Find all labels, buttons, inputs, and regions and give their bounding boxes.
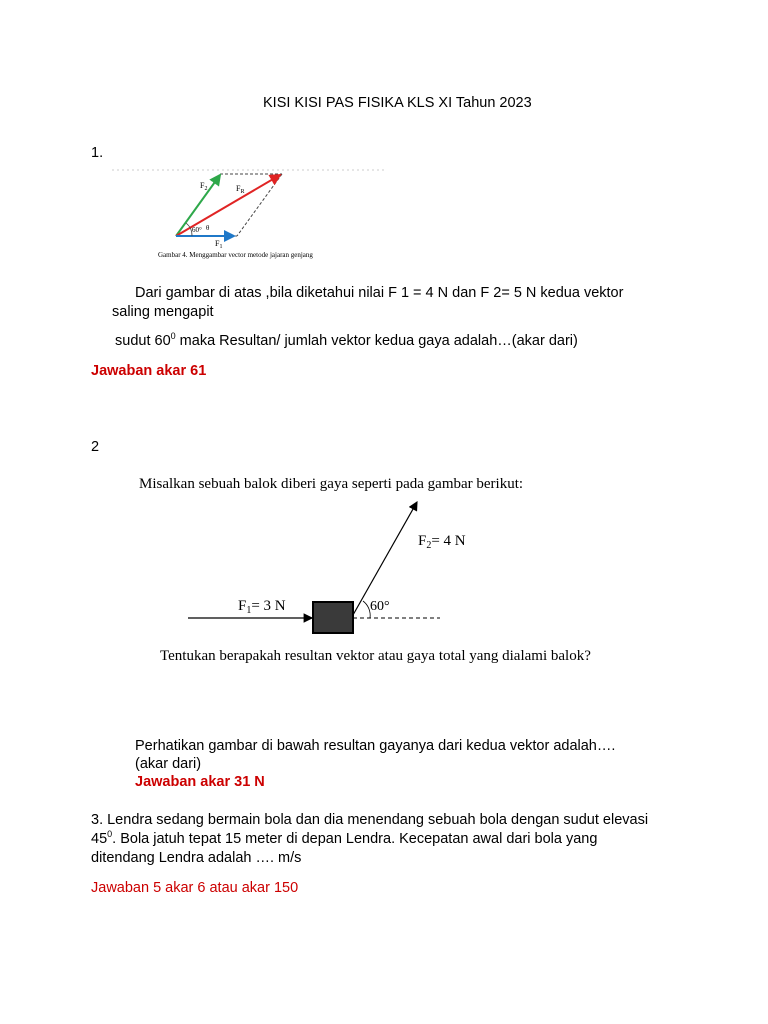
q1-text-line3: sudut $60^0$ maka Resultan/ jumlah vektor kedua gaya adalah…(akar dari) bbox=[115, 331, 578, 349]
parallelogram-vector-diagram bbox=[112, 166, 384, 264]
q2-answer: Jawaban akar 31 N bbox=[135, 774, 265, 790]
question-2-number: 2 bbox=[91, 439, 100, 455]
f1-label: $F_1$ bbox=[215, 239, 223, 250]
f1-label-q2: $F_1= 3$ N bbox=[238, 598, 286, 616]
q2-text-line2: (akar dari) bbox=[135, 756, 202, 772]
f2-label-q2: $F_2= 4$ N bbox=[418, 533, 466, 551]
question-1-number: 1. bbox=[91, 145, 104, 161]
q2-figure-question: Tentukan berapakah resultan vektor atau gaya total yang dialami balok? bbox=[160, 648, 591, 664]
figure-caption: Gambar 4. Menggambar vector metode jajaran genjang bbox=[158, 251, 313, 259]
q1-text-line2: saling mengapit bbox=[112, 304, 214, 320]
angle-label-q2: 60° bbox=[370, 599, 390, 614]
theta-label: θ bbox=[206, 224, 210, 232]
q3-text-line3: ditendang Lendra adalah …. m/s bbox=[91, 850, 302, 866]
q3-text-line1: 3. Lendra sedang bermain bola dan dia menendang sebuah bola dengan sudut elevasi bbox=[91, 812, 649, 828]
q2-figure-heading: Misalkan sebuah balok diberi gaya seperti pada gambar berikut: bbox=[139, 476, 524, 492]
q2-text-line1: Perhatikan gambar di bawah resultan gayanya dari kedua vektor adalah…. bbox=[135, 738, 616, 754]
q1-text-line1: Dari gambar di atas ,bila diketahui nilai F 1 = 4 N dan F 2= 5 N kedua vektor bbox=[135, 285, 624, 301]
dashed-right-edge bbox=[237, 174, 282, 236]
q1-answer: Jawaban akar 61 bbox=[91, 363, 207, 379]
q1-figure bbox=[112, 166, 384, 264]
block-force-diagram bbox=[130, 470, 630, 670]
q3-answer: Jawaban 5 akar 6 atau akar 150 bbox=[91, 880, 299, 896]
q2-figure bbox=[130, 470, 630, 670]
page-title: KISI KISI PAS FISIKA KLS XI Tahun 2023 bbox=[263, 95, 532, 111]
fr-label: $F_R$ bbox=[236, 184, 245, 195]
f2-label: $F_2$ bbox=[200, 181, 208, 192]
angle-label: 60° bbox=[192, 226, 202, 234]
block bbox=[313, 602, 353, 633]
q3-text-line2: $45^0$. Bola jatuh tepat 15 meter di depan Lendra. Kecepatan awal dari bola yang bbox=[91, 829, 598, 847]
